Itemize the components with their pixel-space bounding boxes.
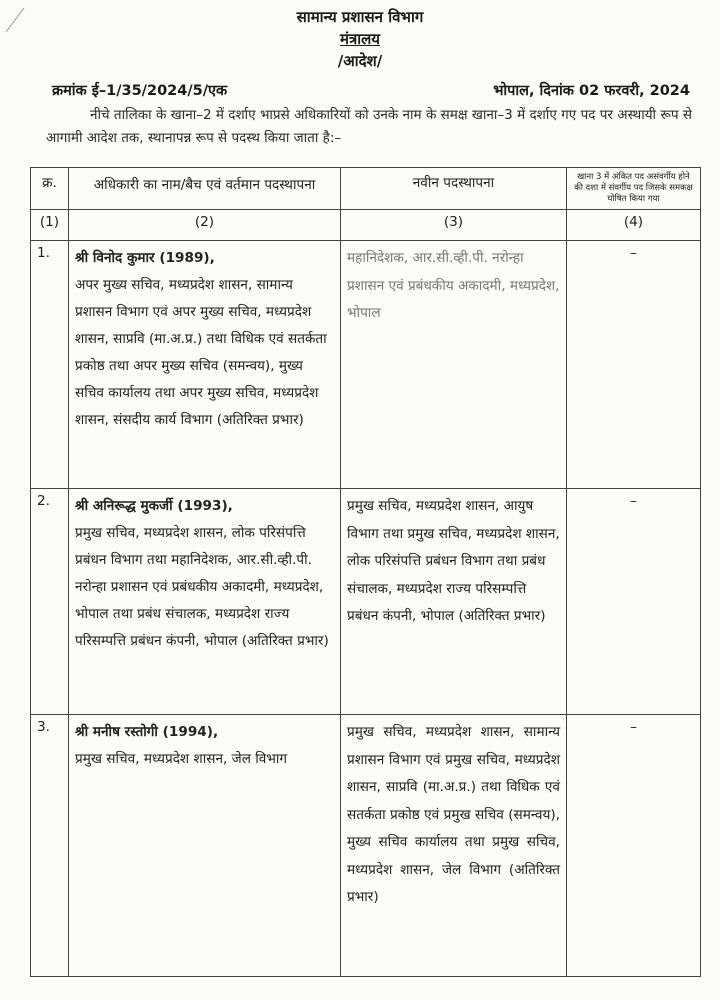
department-title: सामान्य प्रशासन विभाग	[296, 8, 424, 26]
order-number: क्रमांक ई–1/35/2024/5/एक	[52, 83, 228, 99]
equivalent-post: –	[567, 715, 701, 977]
table-row	[31, 489, 701, 715]
header-new-posting: नवीन पदस्थापना	[341, 168, 567, 210]
new-posting: महानिदेशक, आर.सी.व्ही.पी. नरोन्हा प्रशासन एवं प्रबंधकीय अकादमी, मध्यप्रदेश, भोपाल	[341, 241, 567, 489]
col-num-4: (4)	[567, 210, 701, 241]
officer-cell	[69, 715, 341, 977]
office-title: मंत्रालय	[339, 30, 380, 48]
officer-cell	[69, 489, 341, 715]
document-header	[0, 0, 720, 72]
current-posting: अपर मुख्य सचिव, मध्यप्रदेश शासन, सामान्य प्रशासन विभाग एवं अपर मुख्य सचिव, मध्यप्रदेश शासन, साप्रवि (मा.अ.प्र.) तथा विधिक एवं सतर्कता प्रकोष्ठ तथा अपर मुख्य सचिव (समन्वय), मुख्य सचिव कार्यालय तथा अपर मुख्य सचिव, मध्यप्रदेश शासन, संसदीय कार्य विभाग (अतिरिक्त प्रभार)	[75, 277, 327, 428]
new-posting: प्रमुख सचिव, मध्यप्रदेश शासन, सामान्य प्रशासन विभाग एवं प्रमुख सचिव, मध्यप्रदेश शासन, साप्रवि (मा.अ.प्र.) तथा विधिक एवं सतर्कता प्रकोष्ठ एवं प्रमुख सचिव (समन्वय), मुख्य सचिव कार्यालय तथा प्रमुख सचिव, मध्यप्रदेश शासन, जेल विभाग (अतिरिक्त प्रभार)	[341, 715, 567, 977]
order-label: /आदेश/	[337, 52, 383, 70]
row-serial: 2.	[31, 489, 69, 715]
pen-stroke-mark	[4, 4, 34, 34]
officer-name: श्री मनीष रस्तोगी (1994),	[75, 724, 219, 740]
officer-name: श्री विनोद कुमार (1989),	[75, 250, 215, 266]
col-num-1: (1)	[31, 210, 69, 241]
officer-name: श्री अनिरूद्ध मुकर्जी (1993),	[75, 498, 233, 514]
header-serial: क्र.	[31, 168, 69, 210]
reference-line	[52, 80, 690, 100]
table-header-row	[31, 168, 701, 210]
intro-paragraph: नीचे तालिका के खाना–2 में दर्शाए भाप्रसे अधिकारियों को उनके नाम के समक्ष खाना–3 में दर्शाए गए पद पर अस्थायी रूप से आगामी आदेश तक, स्थानापन्न रूप से पदस्थ किया जाता है:–	[46, 107, 692, 146]
header-officer: अधिकारी का नाम/बैच एवं वर्तमान पदस्थापना	[69, 168, 341, 210]
table-row	[31, 241, 701, 489]
current-posting: प्रमुख सचिव, मध्यप्रदेश शासन, जेल विभाग	[75, 751, 288, 767]
current-posting: प्रमुख सचिव, मध्यप्रदेश शासन, लोक परिसंपत्ति प्रबंधन विभाग तथा महानिदेशक, आर.सी.व्ही.पी. नरोन्हा प्रशासन एवं प्रबंधकीय अकादमी, मध्यप्रदेश, भोपाल तथा प्रबंध संचालक, मध्यप्रदेश राज्य परिसम्पत्ति प्रबंधन कंपनी, भोपाल (अतिरिक्त प्रभार)	[75, 525, 329, 649]
col-num-2: (2)	[69, 210, 341, 241]
officer-cell	[69, 241, 341, 489]
row-serial: 1.	[31, 241, 69, 489]
col-num-3: (3)	[341, 210, 567, 241]
new-posting: प्रमुख सचिव, मध्यप्रदेश शासन, आयुष विभाग तथा प्रमुख सचिव, मध्यप्रदेश शासन, लोक परिसंपत्ति प्रबंधन विभाग तथा प्रबंध संचालक, मध्यप्रदेश राज्य परिसम्पत्ति प्रबंधन कंपनी, भोपाल (अतिरिक्त प्रभार)	[341, 489, 567, 715]
equivalent-post: –	[567, 489, 701, 715]
header-equivalent-post: खाना 3 में अंकित पद असंवर्गीय होने की दशा में संवर्गीय पद जिसके समकक्ष घोषित किया गया	[567, 168, 701, 210]
equivalent-post: –	[567, 241, 701, 489]
place-date: भोपाल, दिनांक 02 फरवरी, 2024	[493, 83, 690, 99]
row-serial: 3.	[31, 715, 69, 977]
column-number-row	[31, 210, 701, 241]
posting-table	[30, 167, 701, 977]
table-row	[31, 715, 701, 977]
